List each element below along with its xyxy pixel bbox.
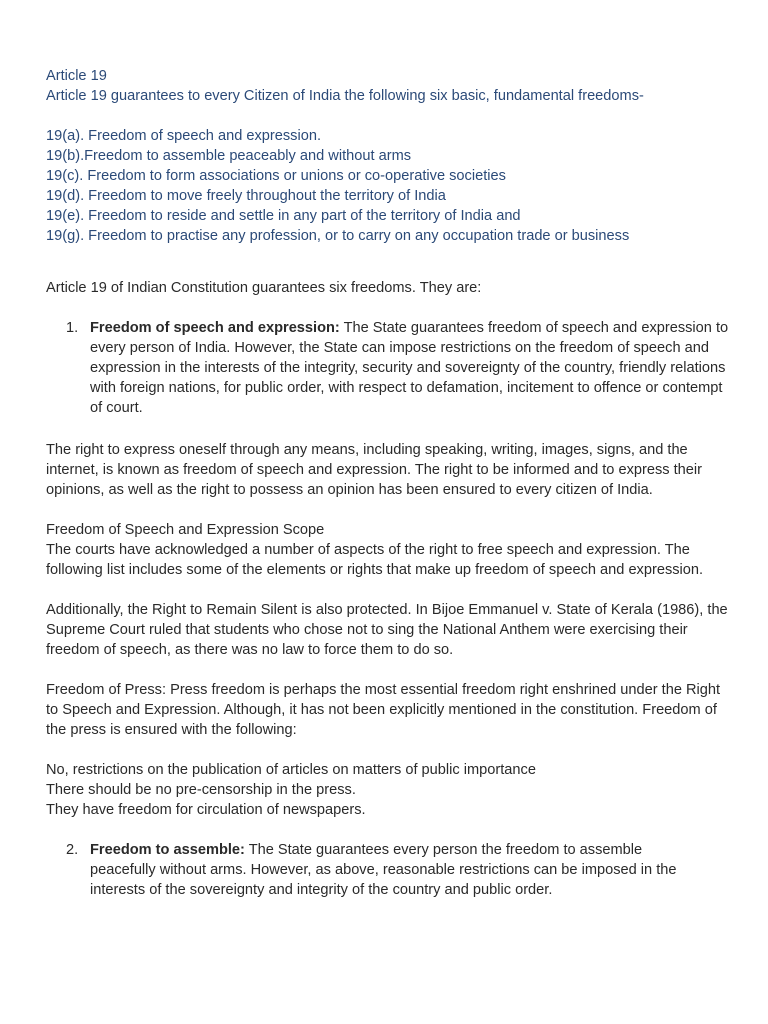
article-header [46,66,736,106]
article-title: Article 19 [46,68,107,84]
freedom-item: 19(c). Freedom to form associations or unions or co-operative societies [46,168,506,184]
freedom-item: 19(a). Freedom of speech and expression. [46,128,322,144]
freedoms-list [46,126,736,246]
freedom-item: 19(d). Freedom to move freely throughout the territory of India [46,188,446,204]
paragraph-right-to-silence: Additionally, the Right to Remain Silent is also protected. In Bijoe Emmanuel v. State of Kerala (1986), the Supreme Court ruled that students who chose not to sing the National Anthem were exercising their freedom of speech, as there was no law to force them to do so. [46,602,728,658]
list-number: 2. [66,842,79,858]
list-number: 1. [66,320,79,336]
scope-title: Freedom of Speech and Expression Scope [46,522,325,538]
press-point: No, restrictions on the publication of articles on matters of public importance [46,762,536,778]
article-intro: Article 19 guarantees to every Citizen of India the following six basic, fundamental freedoms- [46,88,644,104]
freedom-item: 19(e). Freedom to reside and settle in any part of the territory of India and [46,208,521,224]
summary-intro: Article 19 of Indian Constitution guarantees six freedoms. They are: [46,280,482,296]
freedom-item: 19(b).Freedom to assemble peaceably and without arms [46,148,412,164]
scope-section [46,520,736,580]
freedom-item: 19(g). Freedom to practise any profession, or to carry on any occupation trade or business [46,228,630,244]
press-point: There should be no pre-censorship in the press. [46,782,356,798]
document-page [46,66,736,900]
scope-text: The courts have acknowledged a number of aspects of the right to free speech and expression. The following list includes some of the elements or rights that make up freedom of speech and expression. [46,542,704,578]
list-item-title: Freedom of speech and expression: [90,320,340,336]
paragraph-freedom-of-press: Freedom of Press: Press freedom is perhaps the most essential freedom right enshrined under the Right to Speech and Expression. Although, it has not been explicitly mentioned in the constitution. Freedom of the press is ensured with the following: [46,682,721,738]
list-item-2 [46,840,736,900]
list-item-text: The State guarantees every person the freedom to assemble peacefully without arms. However, as above, reasonable restrictions can be imposed in the interests of the sovereignty and integrity of the country and public order. [90,842,677,898]
list-item-title: Freedom to assemble: [90,842,245,858]
paragraph-right-to-express: The right to express oneself through any means, including speaking, writing, images, signs, and the internet, is known as freedom of speech and expression. The right to be informed and to express their opinions, as well as the right to possess an opinion has been ensured to every citizen of India. [46,442,703,498]
press-points [46,760,736,820]
list-item-text: The State guarantees freedom of speech and expression to every person of India. However, the State can impose restrictions on the freedom of speech and expression in the interests of the integrity, security and sovereignty of the country, friendly relations with foreign nations, for public order, with respect to defamation, incitement to offence or contempt of court. [90,320,729,416]
press-point: They have freedom for circulation of newspapers. [46,802,366,818]
list-item-1 [46,318,736,418]
